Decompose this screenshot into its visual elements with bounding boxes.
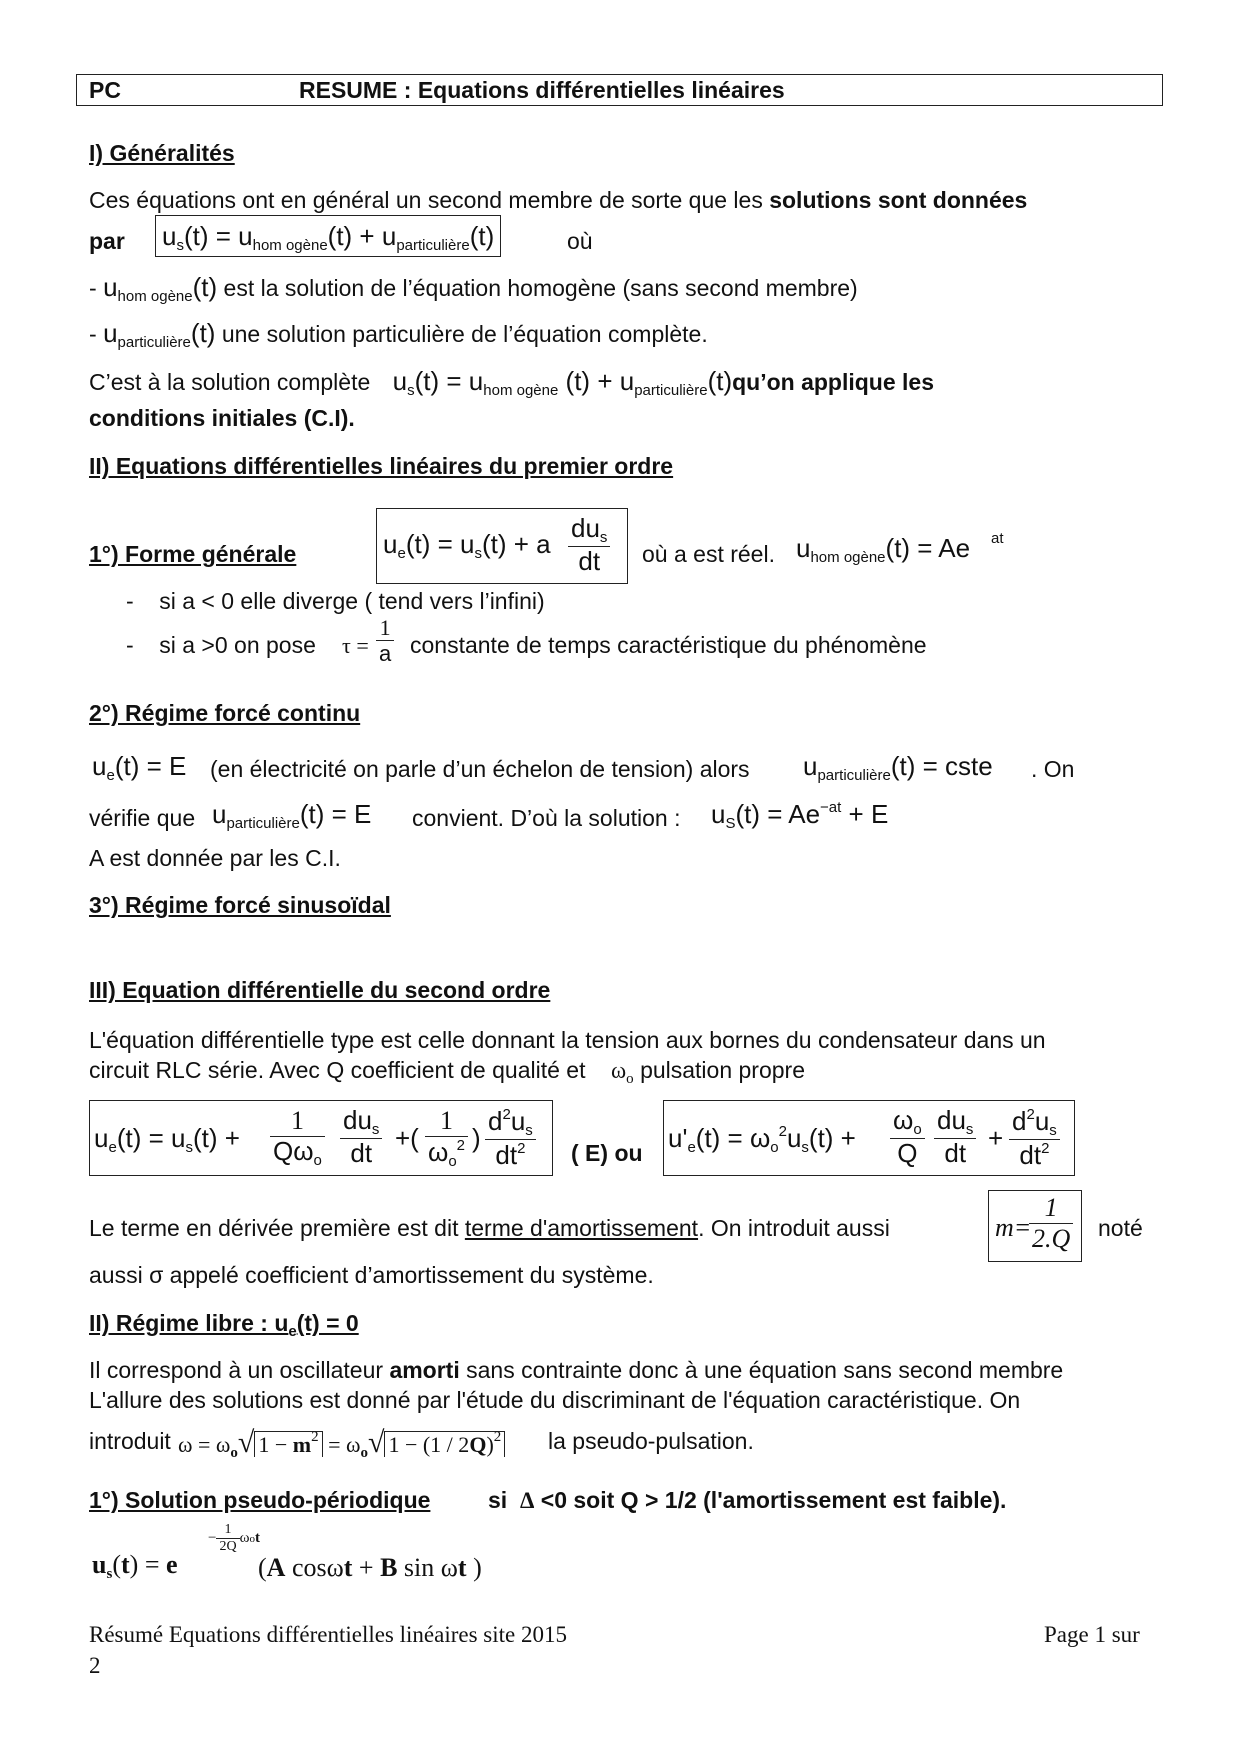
s1-cest-text: C’est à la solution complète [89,369,371,395]
footer-page-number: 2 [89,1653,101,1678]
s2-sub1-heading: 1°) Forme générale [89,541,297,567]
s3-terme-a: Le terme en dérivée première est dit [89,1215,465,1241]
uparticuliere-E: $u_{particulière}(t) = E$ [212,799,372,832]
oscillation-term: (A cosωt + B sin ωt ) [258,1553,482,1582]
exponent-at: at [991,530,1004,547]
s3-p2-text-b: pulsation propre [640,1057,806,1083]
s2-sub2-heading: 2°) Régime forcé continu [89,700,361,726]
tau-symbol: τ = [342,633,369,658]
section-3-heading: III) Equation différentielle du second ordre [89,977,551,1003]
s1-bullet-2-text: une solution particulière de l’équation complète. [221,321,708,347]
s2-li2-text-b: constante de temps caractéristique du phénomène [410,632,927,658]
s2-ci: A est donnée par les C.I. [89,845,341,871]
s3-note: noté [1098,1215,1143,1241]
homogeneous-solution: $u_{hom ogène}(t) = Ae$ [796,533,971,566]
s1-line1-text: Ces équations ont en général un second membre de sorte que les [89,187,770,213]
s3-p2: circuit RLC série. Avec Q coefficient de qualité et $\omega_o$ pulsation propre [89,1057,806,1087]
regime-libre-heading-end: (t) = 0 [296,1310,359,1336]
s3-p1: L'équation différentielle type est celle donnant la tension aux bornes du condensateur dans un [89,1027,1046,1053]
s2-convient: convient. D’où la solution : [412,805,681,831]
s1-bullet-1-text: est la solution de l’équation homogène (sans second membre) [223,275,858,301]
s3-terme-b: . On introduit aussi [698,1215,890,1241]
s2-li1: - si a < 0 elle diverge ( tend vers l’infini) [126,588,545,614]
s1-cest-line: C’est à la solution complète $u_s(t) = u_{hom ogène}$ $(t) + u_{particulière}(t)qu’on$ applique les [89,366,935,399]
s4-sub1-heading: 1°) Solution pseudo-périodique [89,1487,431,1513]
footer-page-label: Page 1 sur [1044,1622,1140,1647]
s2-li2-text-a: si a >0 on pose [159,632,316,658]
s1-ou: où [567,228,593,254]
s4-p1 [89,1357,1063,1384]
s3-terme-line [89,1215,890,1242]
general-solution-formula: $u_s(t) = u_{hom ogène}(t) + u_{particulière}(t)$ [155,215,501,257]
regime-libre-heading-text: II) Régime libre : u [89,1310,289,1336]
s3-e-ou: ( E) ou [571,1140,643,1166]
s1-bullet-2: - $u_{particulière}(t)$ une solution particulière de l’équation complète. [89,318,708,351]
s4-cond-a: si [488,1487,508,1513]
pseudo-periodic-solution: $u_s(t) = e$ [92,1550,178,1582]
header-left: PC [89,77,121,103]
ue-equals-E: $u_e(t) = E$ [92,751,187,784]
second-order-normalized-box: $u'_e(t) = \omega_o^2u_s(t)$ + $\frac{\omega_o}{Q}$ $du_s$ dt + $\frac{d^2u_s}{dt^2}$ [663,1100,1075,1176]
s4-cond-b: <0 soit Q > 1/2 (l'amortissement est faible). [540,1487,1007,1513]
s4-p2: L'allure des solutions est donné par l'étude du discriminant de l'équation caractéristique. On [89,1387,1021,1413]
s4-p1-c: sans contrainte donc à une équation sans second membre [459,1357,1064,1383]
pseudo-pulsation-formula: $\omega = \omega_o√$ $1 - m^2 = \omega_o√$ 1 − (1 / 2Q)$^2$ [178,1426,505,1462]
tau-fraction: $\frac{1}{a}$ [376,615,394,667]
s2-ou-reel: où a est réel. [642,541,775,567]
s1-par: par [89,228,125,254]
s2-li1-text: si a < 0 elle diverge ( tend vers l’infini) [159,588,545,614]
s3-sigma: aussi σ appelé coefficient d’amortissement du système. [89,1262,654,1288]
second-order-equation-box: $u_e(t) = u_s(t)$ + 1 $Q\omega_o$ $du_s$ dt +( $\frac{1}{\omega_o^2}$ ) $\frac{d^2u_s}{dt^2}$ [89,1100,553,1176]
s1-ci: conditions initiales (C.I). [89,405,355,431]
s2-echelon: (en électricité on parle d’un échelon de tension) alors [210,756,750,782]
s1-bullet-1: - $u_{hom ogène}(t)$ est la solution de l’équation homogène (sans second membre) [89,272,858,305]
s2-li2: - si a >0 on pose [126,632,316,658]
s1-line1 [89,187,1027,214]
s2-on: . On [1031,756,1075,782]
uparticuliere-cste: $u_{particulière}(t)$ = cste [803,751,993,784]
first-order-equation-box: $u_e(t) = u_s(t) + a$ $du_s$ dt [376,508,628,584]
footer-left: Résumé Equations différentielles linéaires site 2015 [89,1622,567,1647]
s3-p2-text-a: circuit RLC série. Avec Q coefficient de qualité et [89,1057,586,1083]
m-definition-box: m= $\frac{1}{2.Q}$ [988,1190,1082,1262]
section-1-heading: I) Généralités [89,140,235,166]
s2-verifie: vérifie que [89,805,196,831]
regime-libre-heading-sub: e [288,1323,297,1340]
s3-terme-underlined: terme d'amortissement [464,1215,699,1241]
s4-p1-bold: amorti [389,1357,460,1383]
section-2-heading: II) Equations différentielles linéaires du premier ordre [89,453,674,479]
header-box [76,74,1163,106]
s2-sub3-heading: 3°) Régime forcé sinusoïdal [89,892,391,918]
s4-pseudo: la pseudo-pulsation. [548,1428,754,1454]
s4-condition: si Δ <0 soit Q > 1/2 (l'amortissement est faible). [488,1487,1007,1513]
page-title: RESUME : Equations différentielles linéaires [299,77,785,103]
s4-intro: introduit [89,1428,171,1454]
section-regime-libre-heading [89,1310,359,1340]
s4-p1-a: Il correspond à un oscillateur [89,1357,390,1383]
s1-cest-bold: qu’on applique les [732,369,935,395]
exponent-term: − $\frac{1}{2Q}$ ωot [208,1522,260,1555]
first-order-solution: $u_S(t) = Ae^{-at} + E$ [711,799,889,832]
s1-line1-bold: solutions sont données [769,187,1028,213]
